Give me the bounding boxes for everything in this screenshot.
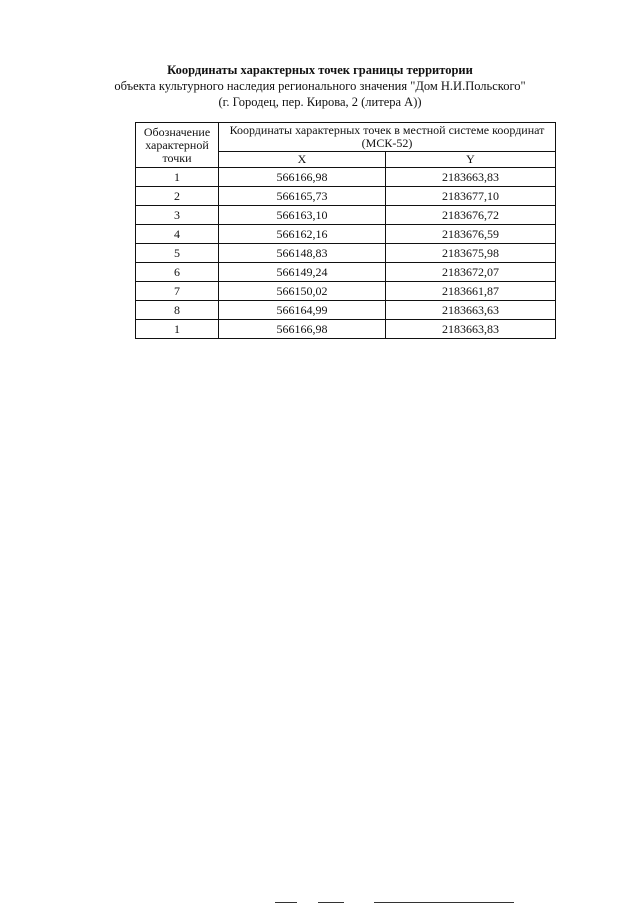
y-cell: 2183677,10 bbox=[385, 187, 555, 206]
point-cell: 1 bbox=[136, 168, 219, 187]
y-cell: 2183672,07 bbox=[385, 263, 555, 282]
table-row bbox=[136, 301, 556, 320]
table-row bbox=[136, 206, 556, 225]
x-cell: 566148,83 bbox=[218, 244, 385, 263]
scan-mark bbox=[318, 902, 344, 903]
coordinates-table bbox=[135, 122, 556, 339]
table-row bbox=[136, 320, 556, 339]
point-cell: 5 bbox=[136, 244, 219, 263]
point-cell: 3 bbox=[136, 206, 219, 225]
scan-edge-marks bbox=[0, 897, 640, 905]
table-row bbox=[136, 282, 556, 301]
point-cell: 6 bbox=[136, 263, 219, 282]
y-cell: 2183663,83 bbox=[385, 320, 555, 339]
x-cell: 566164,99 bbox=[218, 301, 385, 320]
document-title: Координаты характерных точек границы территории bbox=[167, 63, 473, 77]
header-coordinates: Координаты характерных точек в местной системе координат (МСК-52) bbox=[218, 123, 555, 152]
header-point-designation: Обозначение характерной точки bbox=[136, 123, 219, 168]
point-cell: 8 bbox=[136, 301, 219, 320]
x-cell: 566166,98 bbox=[218, 168, 385, 187]
y-cell: 2183675,98 bbox=[385, 244, 555, 263]
x-cell: 566166,98 bbox=[218, 320, 385, 339]
scan-mark bbox=[374, 902, 514, 903]
x-cell: 566149,24 bbox=[218, 263, 385, 282]
point-cell: 1 bbox=[136, 320, 219, 339]
point-cell: 7 bbox=[136, 282, 219, 301]
y-cell: 2183676,59 bbox=[385, 225, 555, 244]
y-cell: 2183663,63 bbox=[385, 301, 555, 320]
x-cell: 566162,16 bbox=[218, 225, 385, 244]
table-row bbox=[136, 168, 556, 187]
y-cell: 2183661,87 bbox=[385, 282, 555, 301]
heading-object-line: объекта культурного наследия регионального значения "Дом Н.И.Польского" bbox=[114, 79, 526, 93]
scan-mark bbox=[275, 902, 297, 903]
table-row bbox=[136, 244, 556, 263]
document-heading bbox=[0, 62, 640, 110]
table-row bbox=[136, 263, 556, 282]
x-cell: 566163,10 bbox=[218, 206, 385, 225]
y-cell: 2183663,83 bbox=[385, 168, 555, 187]
table-row bbox=[136, 187, 556, 206]
header-y: Y bbox=[385, 152, 555, 168]
x-cell: 566150,02 bbox=[218, 282, 385, 301]
y-cell: 2183676,72 bbox=[385, 206, 555, 225]
point-cell: 4 bbox=[136, 225, 219, 244]
point-cell: 2 bbox=[136, 187, 219, 206]
header-x: X bbox=[218, 152, 385, 168]
heading-address-line: (г. Городец, пер. Кирова, 2 (литера А)) bbox=[218, 95, 422, 109]
x-cell: 566165,73 bbox=[218, 187, 385, 206]
table-row bbox=[136, 225, 556, 244]
